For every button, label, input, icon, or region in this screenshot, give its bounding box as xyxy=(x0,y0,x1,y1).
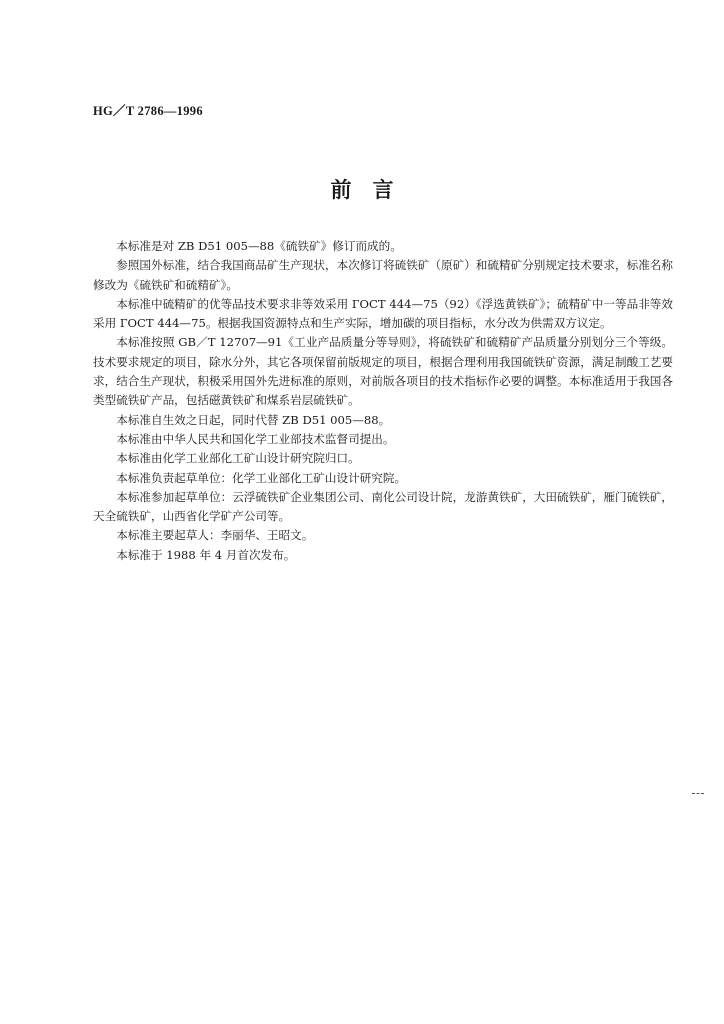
paragraph-supersedes: 本标准自生效之日起，同时代替 ZB D51 005—88。 xyxy=(116,412,391,427)
paragraph-lead-drafter: 本标准负责起草单位：化学工业部化工矿山设计研究院。 xyxy=(116,470,407,485)
page-title: 前 言 xyxy=(330,177,394,202)
paragraph-adopted-standards: 本标准中硫精矿的优等品技术要求非等效采用 ГОСТ 444—75（92）《浮选黄铁矿》；硫精矿中一等品非等效采用 ГОСТ 444—75。根据我国资源特点和生产实际，增加碳的项目指标，水分改为供需双方议定。 xyxy=(93,296,673,331)
paragraph-proposed-by: 本标准由中华人民共和国化学工业部技术监督司提出。 xyxy=(116,431,395,446)
paragraph-participating-drafters: 本标准参加起草单位：云浮硫铁矿企业集团公司、南化公司设计院，龙游黄铁矿，大田硫铁矿，雁门硫铁矿，天全硫铁矿，山西省化学矿产公司等。 xyxy=(93,489,673,524)
paragraph-main-authors: 本标准主要起草人：李丽华、王昭文。 xyxy=(116,528,314,543)
foreword-body xyxy=(93,237,673,565)
paragraph-revision-basis: 本标准是对 ZB D51 005—88《硫铁矿》修订而成的。 xyxy=(116,239,402,253)
paragraph-revision-scope: 参照国外标准，结合我国商品矿生产现状，本次修订将硫铁矿（原矿）和硫精矿分别规定技术要求，标准名称修改为《硫铁矿和硫精矿》。 xyxy=(93,258,673,292)
scan-speck xyxy=(692,793,704,797)
paragraph-administered-by: 本标准由化学工业部化工矿山设计研究院归口。 xyxy=(116,451,360,466)
standard-code-header: HG／T 2786—1996 xyxy=(93,104,203,118)
paragraph-quality-grading: 本标准按照 GB／T 12707—91《工业产品质量分等导则》，将硫铁矿和硫精矿产品质量分别划分三个等级。技术要求规定的项目，除水分外，其它各项保留前版规定的项目，根据合理利用我国硫铁矿资源，满足制酸工艺要求，结合生产现状，积极采用国外先进标准的原则，对前版各项目的技术指标作必要的调整。本标准适用于我国各类型硫铁矿产品，包括磁黄铁矿和煤系岩层硫铁矿。 xyxy=(93,335,673,408)
paragraph-first-issued: 本标准于 1988 年 4 月首次发布。 xyxy=(116,547,296,562)
